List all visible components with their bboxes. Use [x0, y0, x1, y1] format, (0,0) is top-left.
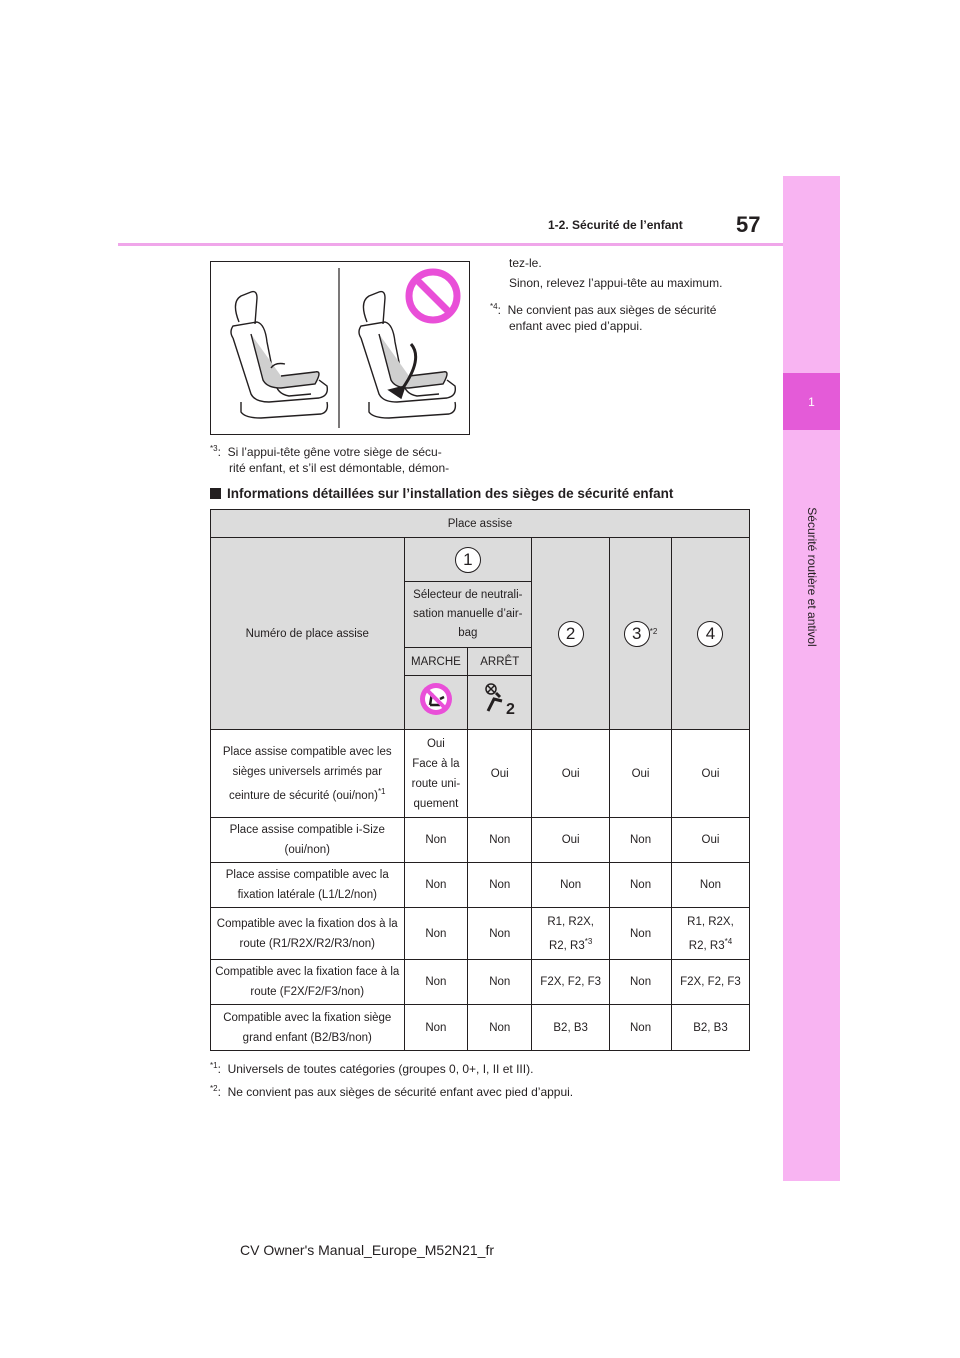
cell: Non	[404, 1005, 468, 1051]
cell: Oui Face à la route uni-quement	[404, 730, 468, 818]
cell: Non	[404, 908, 468, 960]
child-seat-table	[210, 509, 750, 1051]
cell: Non	[404, 818, 468, 863]
cell: Oui	[610, 730, 672, 818]
cell: Non	[532, 863, 610, 908]
row-label: Compatible avec la fixation dos à la route (R1/R2X/R2/R3/non)	[211, 908, 405, 960]
cell: Non	[468, 818, 532, 863]
cell: Non	[468, 863, 532, 908]
cell: R1, R2X, R2, R3$^{*4}$	[671, 908, 749, 960]
airbag-selector-label: Sélecteur de neutrali- sation manuelle d’air- bag	[404, 582, 532, 648]
cell: Non	[404, 960, 468, 1005]
cell: Oui	[468, 730, 532, 818]
arret-label: ARRÊT	[468, 648, 532, 676]
svg-text:2: 2	[505, 701, 515, 717]
seat-3-header: 3 $^{*2}$	[610, 538, 672, 730]
cell: Non	[671, 863, 749, 908]
table-row	[211, 863, 750, 908]
row-label: Compatible avec la fixation siège grand enfant (B2/B3/non)	[211, 1005, 405, 1051]
bullet-square	[210, 488, 221, 499]
chapter-number-tab[interactable]: 1	[783, 373, 840, 430]
row-label: Place assise compatible avec les sièges universels arrimés par ceinture de sécurité $(oui/non)^{*1}$	[211, 730, 405, 818]
seat-1-header: 1	[404, 538, 532, 582]
cell: R1, R2X, R2, R3$^{*3}$	[532, 908, 610, 960]
airbag-off-icon	[482, 681, 518, 717]
table-row	[211, 818, 750, 863]
cell: Oui	[671, 818, 749, 863]
note-4: $^{*4}$: Ne convient pas aux sièges de sécurité	[490, 302, 717, 317]
header-divider	[118, 243, 783, 246]
table-row	[211, 960, 750, 1005]
airbag-on-icon-cell	[404, 676, 468, 730]
table-row	[211, 908, 750, 960]
airbag-off-icon-cell	[468, 676, 532, 730]
page-number: 57	[736, 212, 761, 237]
cell: B2, B3	[671, 1005, 749, 1051]
note-1: $^{*1}$: Universels de toutes catégories (groupes 0, 0+, I, II et III).	[210, 1061, 534, 1076]
table-row	[211, 1005, 750, 1051]
side-tab	[783, 176, 840, 1181]
cell: Non	[468, 908, 532, 960]
note-2: $^{*2}$: Ne convient pas aux sièges de sécurité enfant avec pied d’appui.	[210, 1084, 574, 1099]
note-4-line2: enfant avec pied d’appui.	[509, 319, 643, 333]
section-title: Informations détaillées sur l’installation des sièges de sécurité enfant	[210, 486, 673, 501]
cell: Non	[468, 960, 532, 1005]
chapter-title: Sécurité routière et antivol	[805, 507, 819, 647]
note-3-cont2: Sinon, relevez l’appui-tête au maximum.	[509, 276, 723, 290]
cell: F2X, F2, F3	[532, 960, 610, 1005]
cell: Non	[404, 863, 468, 908]
prohibition-icon	[409, 272, 457, 320]
note-3-line2: rité enfant, et s’il est démontable, démon-	[229, 461, 450, 475]
cell: Oui	[671, 730, 749, 818]
row-label: Place assise compatible i-Size (oui/non)	[211, 818, 405, 863]
seat-right-drawing	[359, 292, 455, 418]
row-label: Place assise compatible avec la fixation latérale (L1/L2/non)	[211, 863, 405, 908]
cell: F2X, F2, F3	[671, 960, 749, 1005]
cell: Non	[610, 960, 672, 1005]
footer-filename: CV Owner's Manual_Europe_M52N21_fr	[240, 1242, 495, 1258]
headrest-illustration	[210, 261, 470, 435]
airbag-on-icon	[418, 681, 454, 717]
cell: Oui	[532, 818, 610, 863]
cell: Non	[468, 1005, 532, 1051]
cell: Non	[610, 863, 672, 908]
seat-4-header: 4	[671, 538, 749, 730]
cell: B2, B3	[532, 1005, 610, 1051]
note-3-cont1: tez-le.	[509, 256, 542, 270]
marche-label: MARCHE	[404, 648, 468, 676]
table-top-header: Place assise	[211, 510, 750, 538]
note-3: $^{*3}$: Si l’appui-tête gêne votre siège de sécu-	[210, 444, 442, 459]
cell: Non	[610, 818, 672, 863]
seat-2-header: 2	[532, 538, 610, 730]
row-label: Compatible avec la fixation face à la route (F2X/F2/F3/non)	[211, 960, 405, 1005]
section-heading: 1-2. Sécurité de l’enfant	[548, 218, 683, 232]
cell: Non	[610, 1005, 672, 1051]
cell: Non	[610, 908, 672, 960]
seat-number-label: Numéro de place assise	[211, 538, 405, 730]
seat-left-drawing	[231, 292, 327, 418]
cell: Oui	[532, 730, 610, 818]
table-row	[211, 730, 750, 818]
